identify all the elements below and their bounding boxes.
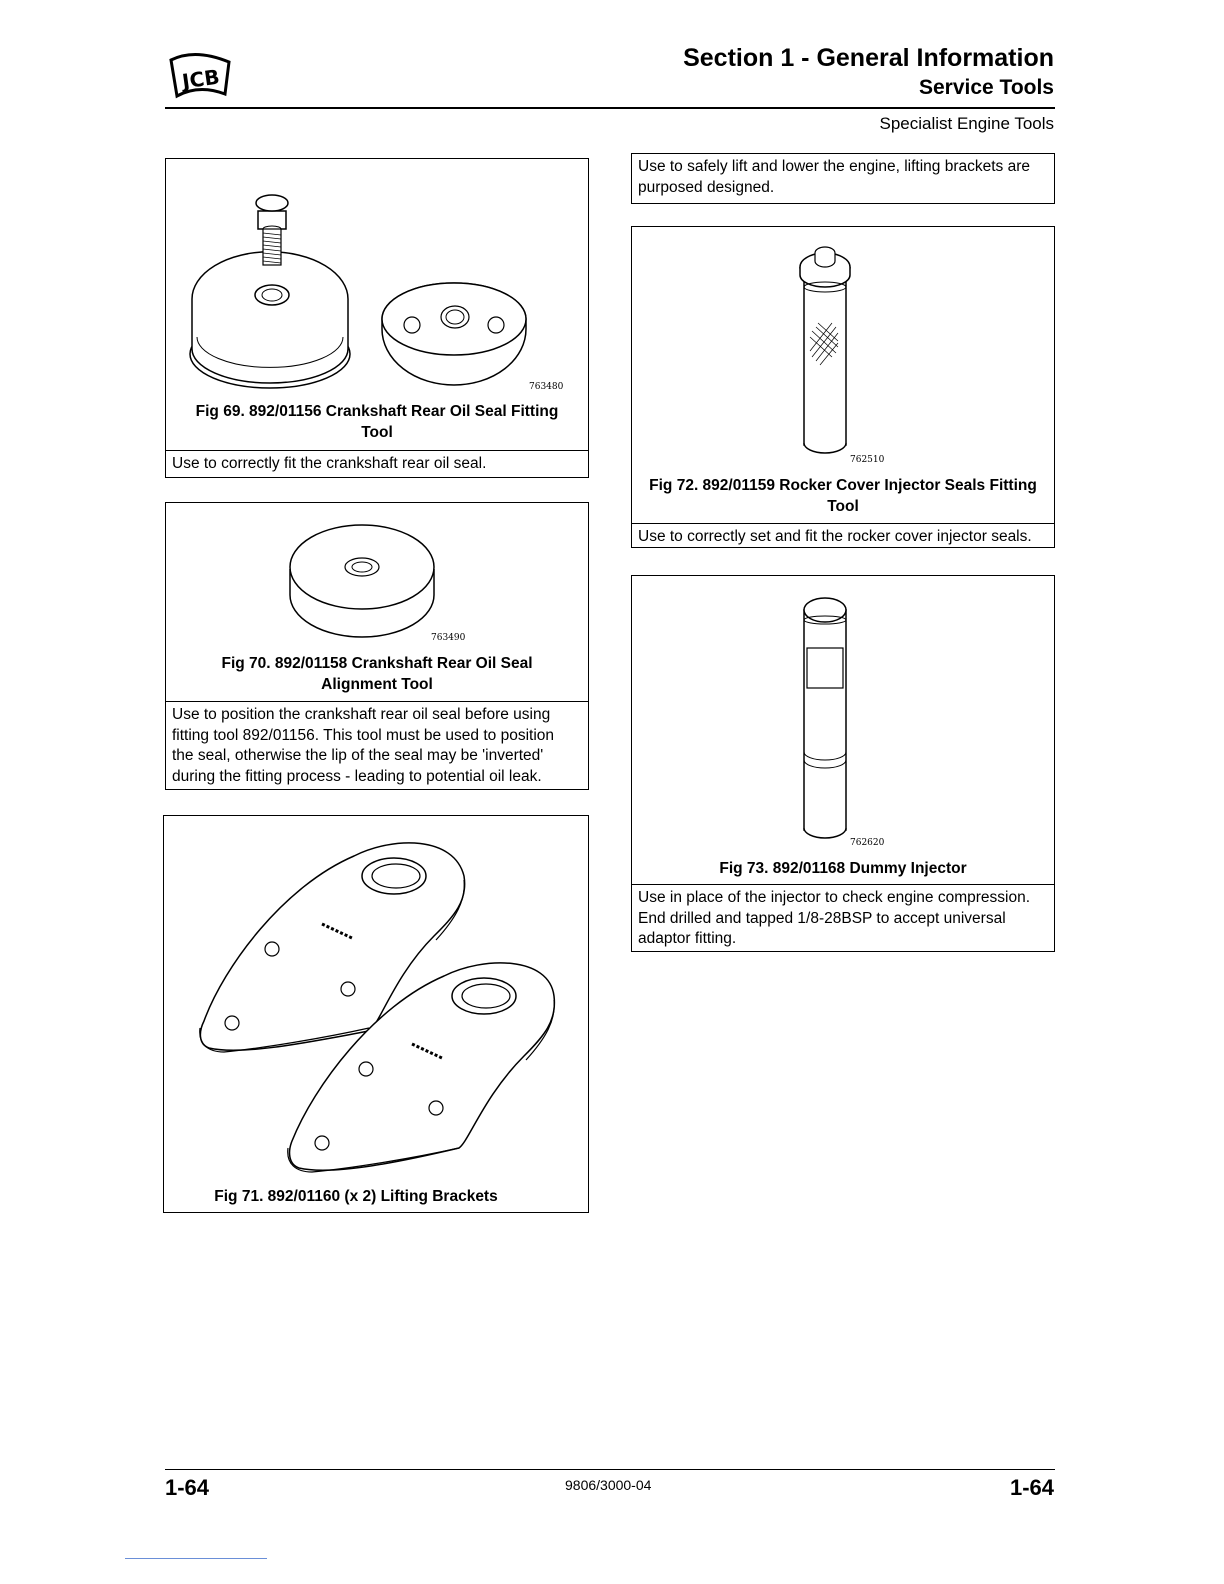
figure-71-description (631, 153, 1055, 204)
logo-text: JCB (180, 64, 222, 94)
description-line: purposed designed. (638, 179, 775, 196)
lifting-brackets-drawing (164, 816, 590, 1176)
figure-code: 762510 (850, 455, 885, 465)
description-line: End drilled and tapped 1/8-28BSP to accept universal (638, 909, 1006, 927)
scan-edge-line (125, 1558, 267, 1559)
figure-70 (165, 502, 589, 790)
description-line: Use in place of the injector to check engine compression. (638, 889, 1031, 906)
description-line: adaptor fitting. (638, 930, 737, 947)
figure-69-caption-line1: Fig 69. 892/01156 Crankshaft Rear Oil Seal Fitting (195, 403, 559, 420)
section-title: Section 1 - General Information (683, 44, 1054, 72)
figure-73-caption: Fig 73. 892/01168 Dummy Injector (719, 860, 967, 877)
topic-title: Specialist Engine Tools (879, 114, 1054, 133)
dummy-injector-drawing (632, 576, 1056, 846)
figure-72-caption-line1: Fig 72. 892/01159 Rocker Cover Injector Seals Fitting (649, 477, 1037, 494)
figure-70-caption-line1: Fig 70. 892/01158 Crankshaft Rear Oil Seal (221, 655, 533, 672)
jcb-logo-graphic (165, 48, 237, 104)
injector-seals-fitting-tool-drawing (632, 227, 1056, 467)
figure-73 (631, 575, 1055, 952)
figure-71-caption: Fig 71. 892/01160 (x 2) Lifting Brackets (214, 1188, 498, 1205)
figure-70-description (166, 701, 588, 790)
figure-72-description: Use to correctly set and fit the rocker cover injector seals. (632, 523, 1054, 551)
figure-71 (163, 815, 589, 1213)
page-number-right: 1-64 (1009, 1475, 1054, 1500)
figure-73-description (632, 884, 1054, 953)
description-line: fitting tool 892/01156. This tool must be used to position (172, 726, 555, 744)
footer-rule (165, 1469, 1055, 1470)
figure-72-caption-line2: Tool (827, 498, 859, 515)
crankshaft-seal-alignment-tool-drawing (166, 503, 590, 643)
description-line: Use to position the crankshaft rear oil seal before using (172, 706, 551, 723)
figure-code: 762620 (850, 838, 885, 848)
figure-70-caption-line2: Alignment Tool (321, 676, 433, 693)
description-line: during the fitting process - leading to potential oil leak. (172, 767, 542, 785)
figure-69-description: Use to correctly fit the crankshaft rear oil seal. (166, 450, 588, 478)
figure-code: 763490 (431, 633, 466, 643)
description-line: Use to safely lift and lower the engine, lifting brackets are (638, 158, 1031, 175)
header-rule (165, 107, 1055, 109)
jcb-logo (165, 48, 237, 104)
figure-72 (631, 226, 1055, 548)
figure-69-caption-line2: Tool (361, 424, 393, 441)
document-number: 9806/3000-04 (565, 1477, 652, 1493)
subsection-title: Service Tools (918, 76, 1054, 99)
figure-69 (165, 158, 589, 478)
page-number-left: 1-64 (165, 1475, 210, 1500)
figure-code: 763480 (529, 382, 564, 392)
description-line: the seal, otherwise the lip of the seal may be 'inverted' (172, 747, 544, 764)
crankshaft-seal-fitting-tool-drawing (166, 159, 590, 399)
